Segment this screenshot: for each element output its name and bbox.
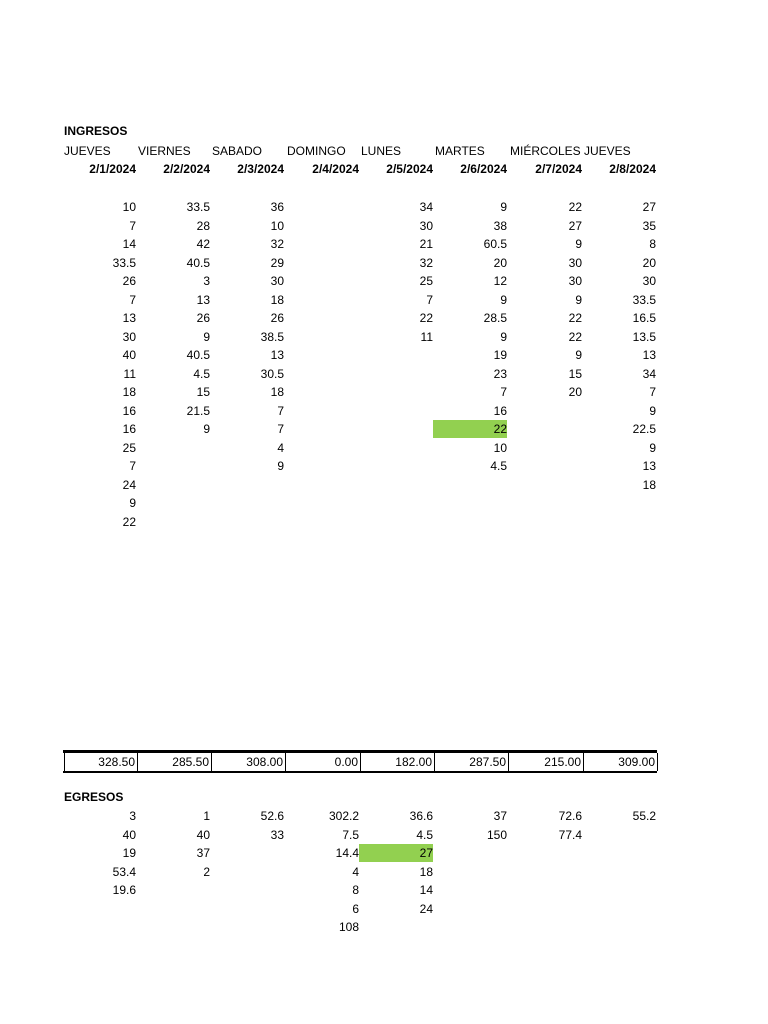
ingresos-cell: 30: [642, 274, 656, 288]
ingresos-cell: 25: [419, 274, 433, 288]
ingresos-cell: 20: [642, 255, 656, 270]
date-label: 2/7/2024: [535, 162, 582, 176]
egresos-cell: 52.6: [260, 809, 284, 823]
egresos-cell: 302.2: [328, 809, 359, 823]
totals-row: [63, 750, 657, 773]
ingresos-cell: 13: [270, 348, 284, 362]
ingresos-cell: 25: [122, 440, 136, 455]
egresos-cell: 7.5: [342, 827, 359, 842]
total-cell: 287.50: [435, 753, 509, 771]
egresos-cell: 6: [352, 901, 359, 916]
egresos-cell: 4: [352, 864, 359, 879]
ingresos-cell: 22: [568, 200, 582, 214]
total-cell: 285.50: [138, 753, 212, 771]
ingresos-cell: 18: [122, 385, 136, 399]
ingresos-cell: 10: [270, 218, 284, 233]
ingresos-cell: 7: [649, 385, 656, 399]
ingresos-cell: 34: [419, 200, 433, 214]
ingresos-cell: 13: [642, 459, 656, 473]
ingresos-cell: 28: [196, 218, 210, 233]
ingresos-cell: 23: [493, 366, 507, 381]
egresos-cell: 14: [419, 883, 433, 897]
ingresos-cell: 38.5: [260, 329, 284, 344]
ingresos-cell: 13: [196, 292, 210, 307]
ingresos-cell: 4.5: [490, 459, 507, 473]
day-label: JUEVES: [584, 144, 631, 158]
ingresos-cell: 30: [568, 274, 582, 288]
ingresos-cell: 18: [270, 292, 284, 307]
ingresos-cell: 35: [642, 218, 656, 233]
ingresos-cell: 21: [419, 237, 433, 251]
ingresos-cell: 20: [568, 385, 582, 399]
egresos-cell: 18: [419, 864, 433, 879]
total-cell: 0.00: [287, 753, 361, 771]
date-label: 2/2/2024: [163, 162, 210, 176]
total-cell: 308.00: [212, 753, 286, 771]
day-label: DOMINGO: [287, 144, 346, 158]
ingresos-cell: 26: [122, 274, 136, 288]
ingresos-cell: 9: [575, 348, 582, 362]
ingresos-cell: 9: [203, 422, 210, 436]
ingresos-cell: 8: [649, 237, 656, 251]
ingresos-cell: 15: [196, 385, 210, 399]
ingresos-cell: 40.5: [186, 348, 210, 362]
egresos-cell: 27: [359, 844, 433, 862]
ingresos-cell: 24: [122, 477, 136, 492]
day-label: MARTES: [435, 144, 485, 158]
egresos-cell: 19.6: [112, 883, 136, 897]
ingresos-cell: 14: [122, 237, 136, 251]
ingresos-cell: 7: [129, 218, 136, 233]
ingresos-cell: 16: [493, 403, 507, 418]
ingresos-cell: 38: [493, 218, 507, 233]
ingresos-cell: 30: [568, 255, 582, 270]
ingresos-cell: 4.5: [193, 366, 210, 381]
ingresos-cell: 40.5: [186, 255, 210, 270]
ingresos-cell: 10: [122, 200, 136, 214]
date-label: 2/3/2024: [237, 162, 284, 176]
ingresos-cell: 60.5: [483, 237, 507, 251]
ingresos-cell: 9: [575, 292, 582, 307]
date-label: 2/6/2024: [460, 162, 507, 176]
ingresos-cell: 27: [642, 200, 656, 214]
date-label: 2/5/2024: [386, 162, 433, 176]
ingresos-cell: 22: [433, 420, 507, 438]
ingresos-cell: 33.5: [632, 292, 656, 307]
egresos-cell: 4.5: [416, 827, 433, 842]
ingresos-cell: 32: [419, 255, 433, 270]
egresos-cell: 3: [129, 809, 136, 823]
ingresos-cell: 27: [568, 218, 582, 233]
ingresos-cell: 22: [122, 514, 136, 529]
total-cell: 182.00: [361, 753, 435, 771]
egresos-cell: 8: [352, 883, 359, 897]
ingresos-cell: 9: [500, 200, 507, 214]
day-label: SABADO: [212, 144, 263, 158]
ingresos-cell: 9: [500, 329, 507, 344]
ingresos-cell: 13: [642, 348, 656, 362]
ingresos-cell: 3: [203, 274, 210, 288]
ingresos-cell: 29: [270, 255, 284, 270]
ingresos-cell: 22: [419, 311, 433, 325]
ingresos-cell: 30: [270, 274, 284, 288]
total-cell: 309.00: [584, 753, 658, 771]
ingresos-cell: 12: [493, 274, 507, 288]
ingresos-cell: 18: [642, 477, 656, 492]
ingresos-cell: 36: [270, 200, 284, 214]
egresos-title: EGRESOS: [64, 790, 124, 804]
ingresos-cell: 20: [493, 255, 507, 270]
ingresos-cell: 9: [649, 440, 656, 455]
ingresos-cell: 4: [277, 440, 284, 455]
ingresos-cell: 30: [419, 218, 433, 233]
ingresos-cell: 15: [568, 366, 582, 381]
ingresos-cell: 7: [500, 385, 507, 399]
ingresos-cell: 34: [642, 366, 656, 381]
ingresos-cell: 16: [122, 403, 136, 418]
total-cell: 215.00: [510, 753, 584, 771]
ingresos-cell: 18: [270, 385, 284, 399]
ingresos-cell: 28.5: [483, 311, 507, 325]
ingresos-cell: 7: [129, 459, 136, 473]
ingresos-cell: 7: [277, 422, 284, 436]
egresos-cell: 19: [122, 846, 136, 860]
egresos-cell: 1: [203, 809, 210, 823]
egresos-cell: 53.4: [112, 864, 136, 879]
ingresos-cell: 42: [196, 237, 210, 251]
total-cell: 328.50: [64, 753, 138, 771]
ingresos-cell: 7: [277, 403, 284, 418]
egresos-cell: 40: [122, 827, 136, 842]
ingresos-cell: 9: [277, 459, 284, 473]
ingresos-cell: 16: [122, 422, 136, 436]
ingresos-cell: 16.5: [632, 311, 656, 325]
date-label: 2/1/2024: [89, 162, 136, 176]
ingresos-cell: 22: [568, 311, 582, 325]
ingresos-cell: 9: [129, 496, 136, 510]
egresos-cell: 108: [338, 920, 359, 934]
ingresos-cell: 30: [122, 329, 136, 344]
ingresos-cell: 22: [568, 329, 582, 344]
ingresos-cell: 9: [500, 292, 507, 307]
day-label: VIERNES: [138, 144, 191, 158]
egresos-cell: 37: [196, 846, 210, 860]
day-label: JUEVES: [64, 144, 111, 158]
egresos-cell: 36.6: [409, 809, 433, 823]
egresos-cell: 40: [196, 827, 210, 842]
ingresos-cell: 11: [420, 329, 433, 344]
ingresos-cell: 26: [196, 311, 210, 325]
egresos-cell: 33: [270, 827, 284, 842]
egresos-cell: 72.6: [558, 809, 582, 823]
ingresos-cell: 7: [426, 292, 433, 307]
ingresos-cell: 13.5: [632, 329, 656, 344]
ingresos-cell: 32: [270, 237, 284, 251]
egresos-cell: 24: [419, 901, 433, 916]
ingresos-cell: 7: [129, 292, 136, 307]
ingresos-title: INGRESOS: [64, 124, 128, 138]
egresos-cell: 2: [203, 864, 210, 879]
date-label: 2/8/2024: [609, 162, 656, 176]
ingresos-cell: 33.5: [112, 255, 136, 270]
ingresos-cell: 9: [649, 403, 656, 418]
egresos-cell: 77.4: [558, 827, 582, 842]
ingresos-cell: 26: [270, 311, 284, 325]
ingresos-cell: 40: [122, 348, 136, 362]
ingresos-cell: 10: [493, 440, 507, 455]
egresos-cell: 150: [486, 827, 507, 842]
date-label: 2/4/2024: [312, 162, 359, 176]
ingresos-cell: 11: [123, 366, 136, 381]
ingresos-cell: 30.5: [260, 366, 284, 381]
egresos-cell: 37: [493, 809, 507, 823]
egresos-cell: 14.4: [335, 846, 359, 860]
ingresos-cell: 13: [122, 311, 136, 325]
ingresos-cell: 33.5: [186, 200, 210, 214]
ingresos-cell: 19: [493, 348, 507, 362]
ingresos-cell: 21.5: [186, 403, 210, 418]
ingresos-cell: 9: [575, 237, 582, 251]
day-label: LUNES: [361, 144, 402, 158]
day-label: MIÉRCOLES: [510, 144, 581, 158]
ingresos-cell: 22.5: [632, 422, 656, 436]
egresos-cell: 55.2: [632, 809, 656, 823]
ingresos-cell: 9: [203, 329, 210, 344]
